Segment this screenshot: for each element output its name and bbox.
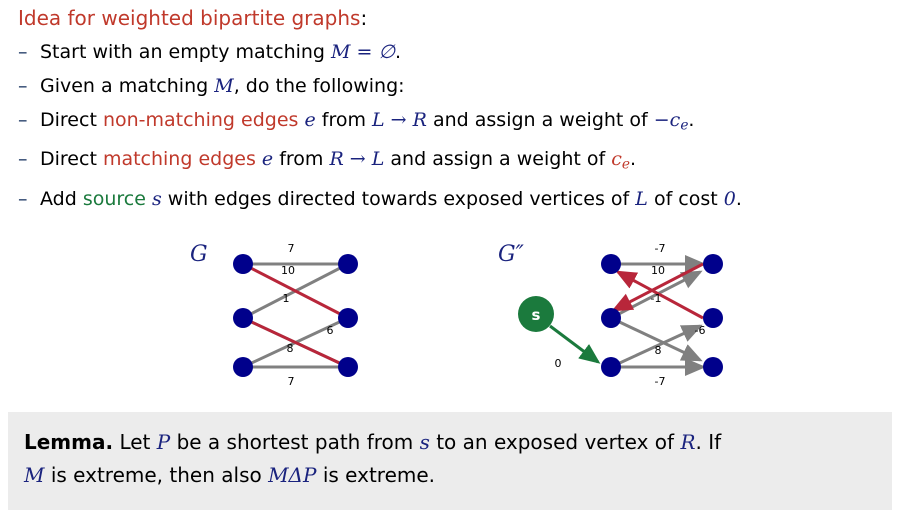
bullet-part: source [82,187,146,210]
bullet-marker: – [18,75,28,97]
edge-label-right-1: 10 [651,264,665,277]
figure-area [0,222,900,394]
bullet-part: c [611,148,622,171]
edge-label-right-5: -7 [654,375,666,388]
edge-label-left-1: 10 [281,264,295,277]
vertex-right-R3 [703,357,723,377]
bullet-part: Add [40,187,83,210]
bullet-item [18,104,888,141]
bullet-part: matching edges [102,148,256,171]
bullet-part: Direct [40,109,103,131]
bullet-part: and assign a weight of [426,109,654,131]
lemma-var-MdeltaP: MΔP [268,463,317,487]
vertex-left-L1 [233,254,253,274]
bullet-part: Start with an empty matching [40,41,332,63]
bullet-part: R → L [329,148,385,171]
page-title-tail: : [360,6,368,30]
bullet-marker: – [18,187,28,210]
bullet-part: L [635,187,648,210]
edge-label-left-5: 7 [287,375,295,388]
vertex-right-L3 [601,357,621,377]
bullet-item [18,36,888,68]
bullet-part: from [315,109,373,131]
edge-label-right-0: -7 [654,242,666,255]
source-label: s [531,306,541,324]
bullet-part: s [145,187,162,210]
bullet-part: . [395,41,402,63]
bullet-part: non-matching edges [102,109,299,131]
graph-right [518,242,723,388]
bullet-item [18,143,888,180]
bullet-part: . [735,187,742,210]
lemma-text-b: be a shortest path from [170,430,420,454]
bullet-part: 0 [723,187,736,210]
bullet-part: with edges directed towards exposed vertices of [161,187,636,210]
graph-label-left: G [190,242,208,267]
bullet-part: −c [653,109,681,131]
edge-label-left-3: 6 [326,324,334,337]
lemma-box [8,412,892,510]
graph-left [233,242,358,388]
edge-label-right-2: -1 [650,292,662,305]
bullet-part: and assign a weight of [384,148,612,171]
bullet-text [40,143,636,180]
bullet-part: . [688,109,695,131]
vertex-right-R1 [703,254,723,274]
bullet-part: Direct [40,148,103,171]
lemma-title: Lemma. [24,430,114,454]
bullet-item [18,70,888,102]
lemma-text-e: is extreme, then also [44,463,269,487]
bullet-list [18,36,888,217]
lemma-line-2 [24,459,876,492]
graph-label-right: G″ [498,242,524,267]
edge-label-left-0: 7 [287,242,295,255]
lemma-line-1 [24,426,876,459]
edge-label-left-4: 8 [286,342,294,355]
vertex-left-R2 [338,308,358,328]
lemma-text-f: is extreme. [316,463,436,487]
lemma-var-P: P [156,430,171,454]
vertex-right-L2 [601,308,621,328]
bullet-part: M [214,75,234,97]
bullet-marker: – [18,148,28,171]
lemma-text-c: to an exposed vertex of [429,430,681,454]
lemma-var-R: R [680,430,696,454]
bullet-part: M = ∅ [331,41,396,63]
bullet-text [40,70,405,102]
vertex-left-L3 [233,357,253,377]
edge-label-right-4: 8 [654,344,662,357]
graph-diagrams [0,222,900,394]
vertex-left-R3 [338,357,358,377]
bullet-part: e [255,148,274,171]
lemma-var-M: M [24,463,45,487]
bullet-part: e [298,109,316,131]
bullet-part: L → R [372,109,427,131]
lemma-var-s: s [419,430,430,454]
bullet-part: e [621,156,630,173]
edge-label-source: 0 [554,357,562,370]
edge-label-left-2: 1 [282,292,290,305]
vertex-left-L2 [233,308,253,328]
page-title [18,6,367,30]
bullet-part: , do the following: [233,75,405,97]
bullet-marker: – [18,109,28,131]
bullet-text [40,183,742,215]
bullet-part: from [273,148,330,171]
bullet-text [40,104,694,141]
vertex-right-R2 [703,308,723,328]
lemma-text-a: Let [113,430,157,454]
lemma-text-d: . If [695,430,722,454]
bullet-part: of cost [647,187,724,210]
bullet-part: . [629,148,636,171]
bullet-item [18,183,888,215]
bullet-text [40,36,401,68]
page-title-main: Idea for weighted bipartite graphs [18,6,361,30]
bullet-marker: – [18,41,28,63]
bullet-part: Given a matching [40,75,215,97]
bullet-part: e [680,117,689,134]
edge-label-right-3: -6 [694,324,706,337]
vertex-right-L1 [601,254,621,274]
vertex-left-R1 [338,254,358,274]
